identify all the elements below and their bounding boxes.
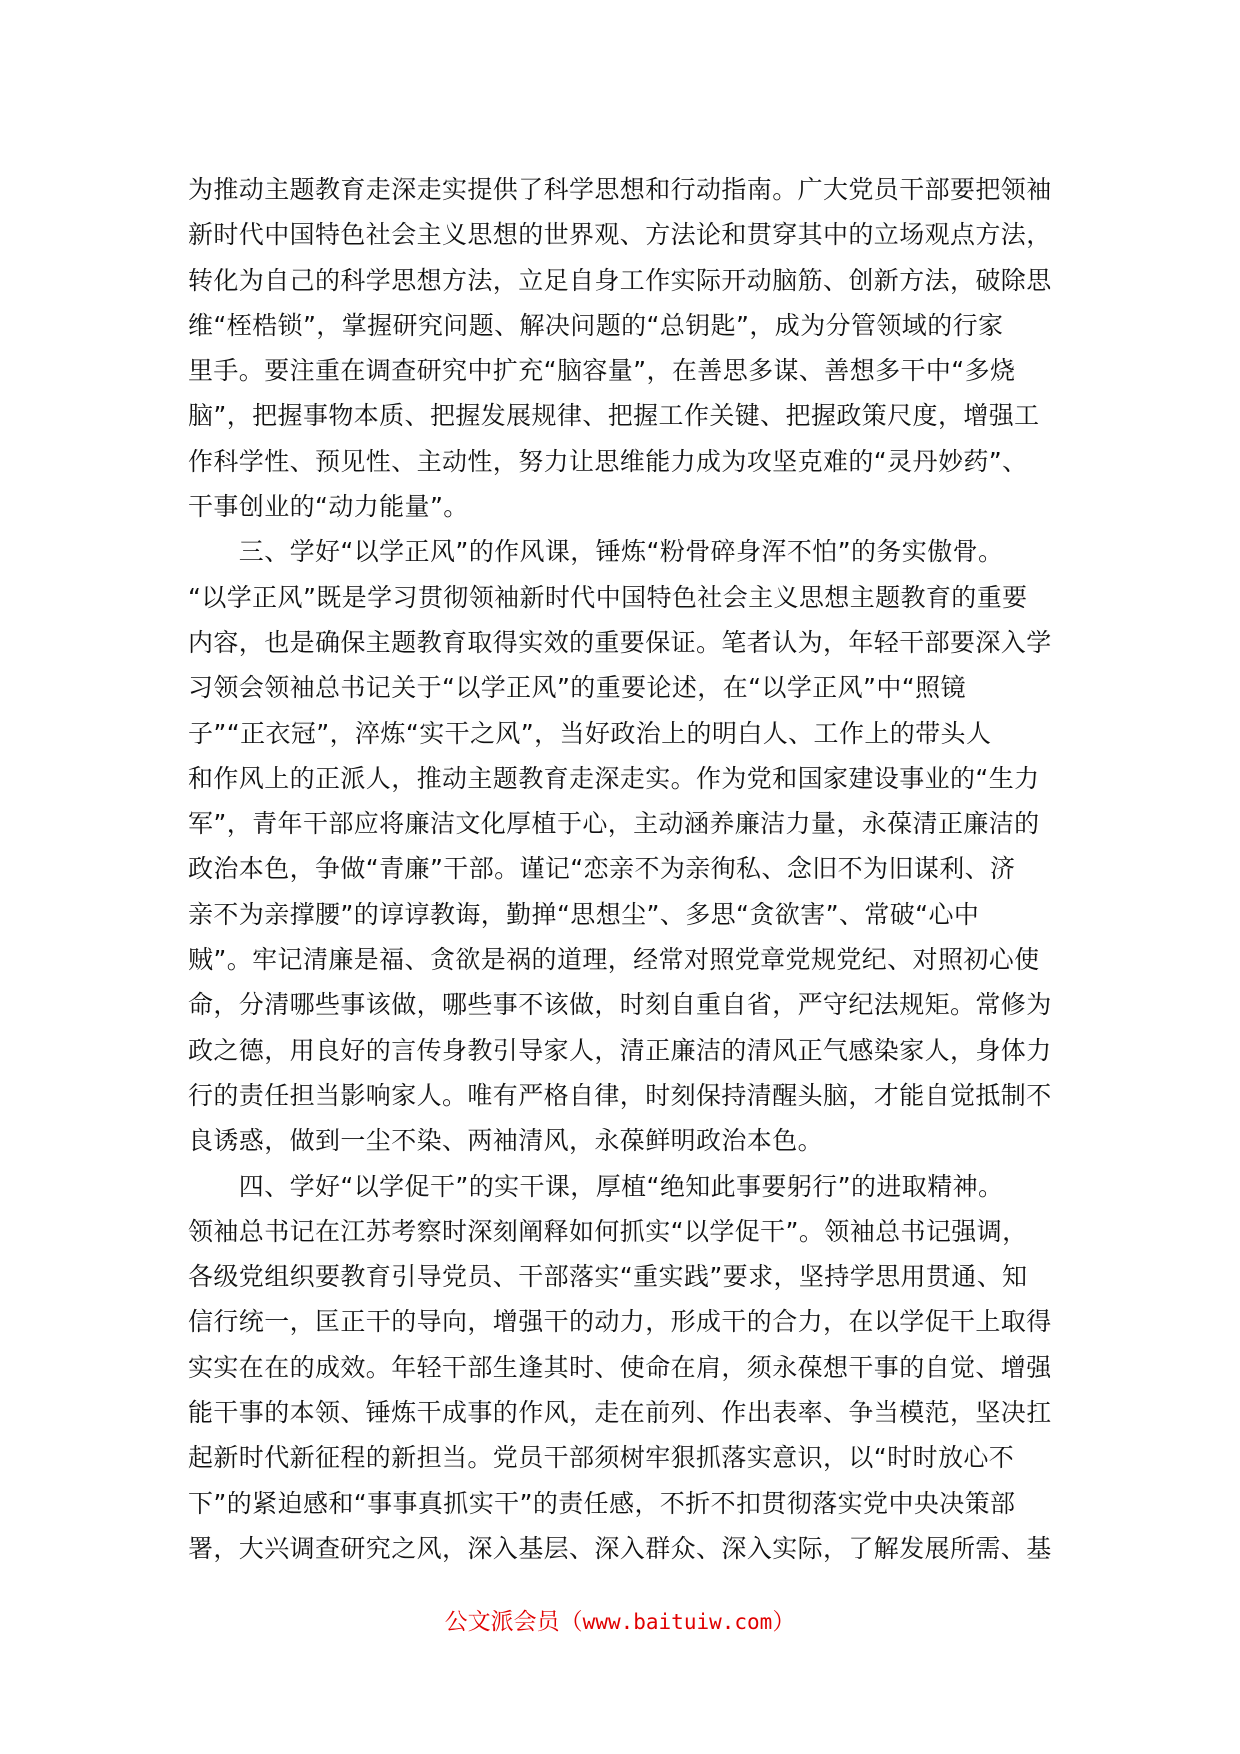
text-line: 能干事的本领、锤炼干成事的作风，走在前列、作出表率、争当模范，坚决扛	[188, 1398, 1052, 1428]
text-line: 亲不为亲撑腰”的谆谆教诲，勤掸“思想尘”、多思“贪欲害”、常破“心中	[188, 899, 980, 929]
text-line: 维“桎梏锁”，掌握研究问题、解决问题的“总钥匙”，成为分管领域的行家	[188, 310, 1004, 340]
text-line: 下”的紧迫感和“事事真抓实干”的责任感，不折不扣贯彻落实党中央决策部	[188, 1488, 1016, 1518]
text-line: 命，分清哪些事该做，哪些事不该做，时刻自重自省，严守纪法规矩。常修为	[188, 990, 1052, 1020]
text-line: 政之德，用良好的言传身教引导家人，清正廉洁的清风正气感染家人，身体力	[188, 1035, 1052, 1065]
text-line: 良诱惑，做到一尘不染、两袖清风，永葆鲜明政治本色。	[188, 1126, 824, 1156]
text-line: 习领会领袖总书记关于“以学正风”的重要论述，在“以学正风”中“照镜	[188, 673, 966, 703]
text-line: 信行统一，匡正干的导向，增强干的动力，形成干的合力，在以学促干上取得	[188, 1307, 1052, 1337]
text-line: 作科学性、预见性、主动性，努力让思维能力成为攻坚克难的“灵丹妙药”、	[188, 446, 1028, 476]
footer-open-paren: （	[559, 1609, 583, 1635]
text-line: 内容，也是确保主题教育取得实效的重要保证。笔者认为，年轻干部要深入学	[188, 627, 1052, 657]
text-line: 子”“正衣冠”，淬炼“实干之风”，当好政治上的明白人、工作上的带头人	[188, 718, 992, 748]
text-line: 为推动主题教育走深走实提供了科学思想和行动指南。广大党员干部要把领袖	[188, 175, 1052, 204]
text-line: 新时代中国特色社会主义思想的世界观、方法论和贯穿其中的立场观点方法，	[188, 220, 1052, 250]
text-line: 军”，青年干部应将廉洁文化厚植于心，主动涵养廉洁力量，永葆清正廉洁的	[188, 809, 1040, 839]
section-heading: 三、学好“以学正风”的作风课，锤炼“粉骨碎身浑不怕”的务实傲骨。	[188, 537, 1004, 567]
text-line: 脑”，把握事物本质、把握发展规律、把握工作关键、把握政策尺度，增强工	[188, 401, 1040, 431]
text-line: 起新时代新征程的新担当。党员干部须树牢狠抓落实意识，以“时时放心不	[188, 1443, 1015, 1473]
footer-site: www.baituiw.com	[582, 1610, 773, 1634]
footer-watermark	[0, 1603, 1240, 1636]
footer-close-paren: ）	[772, 1609, 796, 1635]
text-line: 行的责任担当影响家人。唯有严格自律，时刻保持清醒头脑，才能自觉抵制不	[188, 1080, 1052, 1110]
text-line: 里手。要注重在调查研究中扩充“脑容量”，在善思多谋、善想多干中“多烧	[188, 356, 1016, 386]
text-line: 实实在在的成效。年轻干部生逢其时、使命在肩，须永葆想干事的自觉、增强	[188, 1352, 1052, 1382]
text-line: 署，大兴调查研究之风，深入基层、深入群众、深入实际，了解发展所需、基	[188, 1533, 1052, 1563]
body-text	[188, 167, 1058, 1571]
text-line: 干事创业的“动力能量”。	[188, 492, 469, 522]
section-heading: 四、学好“以学促干”的实干课，厚植“绝知此事要躬行”的进取精神。	[188, 1171, 1004, 1201]
text-line: 政治本色，争做“青廉”干部。谨记“恋亲不为亲徇私、念旧不为旧谋利、济	[188, 854, 1016, 884]
text-line: 转化为自己的科学思想方法，立足自身工作实际开动脑筋、创新方法，破除思	[188, 265, 1052, 295]
text-line: 各级党组织要教育引导党员、干部落实“重实践”要求，坚持学思用贯通、知	[188, 1262, 1028, 1292]
text-line: “以学正风”既是学习贯彻领袖新时代中国特色社会主义思想主题教育的重要	[188, 582, 1028, 612]
text-line: 贼”。牢记清廉是福、贪欲是祸的道理，经常对照党章党规党纪、对照初心使	[188, 945, 1040, 975]
text-line: 领袖总书记在江苏考察时深刻阐释如何抓实“以学促干”。领袖总书记强调，	[188, 1216, 1028, 1246]
footer-name: 公文派会员	[444, 1609, 560, 1635]
text-line: 和作风上的正派人，推动主题教育走深走实。作为党和国家建设事业的“生力	[188, 763, 1040, 793]
